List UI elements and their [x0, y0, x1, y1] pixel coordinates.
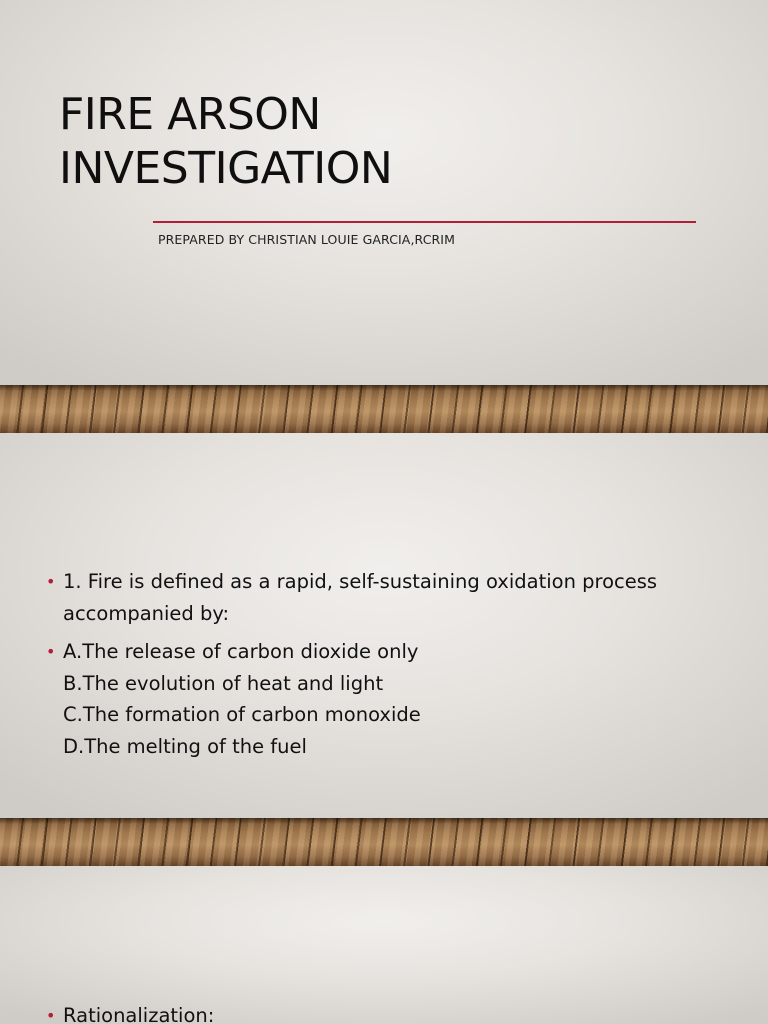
bullet-icon: •: [46, 1006, 56, 1024]
title-divider-line: [153, 221, 696, 223]
bullet-icon: •: [46, 572, 56, 591]
bullet-icon: •: [46, 642, 56, 661]
option-d: D.The melting of the fuel: [63, 734, 307, 758]
bullet-list: [46, 566, 726, 769]
rationalization-bullet: [46, 1000, 726, 1024]
question-line: accompanied by:: [63, 601, 230, 625]
rationalization-heading: Rationalization:: [63, 1004, 215, 1024]
option-a: A.The release of carbon dioxide only: [63, 640, 419, 663]
question-line: 1. Fire is defined as a rapid, self-sustaining oxidation process: [63, 570, 658, 593]
title-slide: [0, 0, 768, 385]
options-bullet: [46, 636, 726, 762]
wood-floor-divider: [0, 818, 768, 866]
question-bullet: [46, 566, 726, 629]
bullet-list: [46, 1000, 726, 1024]
wood-floor-divider: [0, 385, 768, 433]
slide-title: FIRE ARSON INVESTIGATION: [59, 89, 393, 194]
option-c: C.The formation of carbon monoxide: [63, 703, 421, 726]
question-slide: [0, 433, 768, 818]
rationalization-slide: [0, 866, 768, 1024]
slide-subtitle: PREPARED BY CHRISTIAN LOUIE GARCIA,RCRIM: [158, 232, 455, 247]
option-b: B.The evolution of heat and light: [63, 671, 384, 695]
